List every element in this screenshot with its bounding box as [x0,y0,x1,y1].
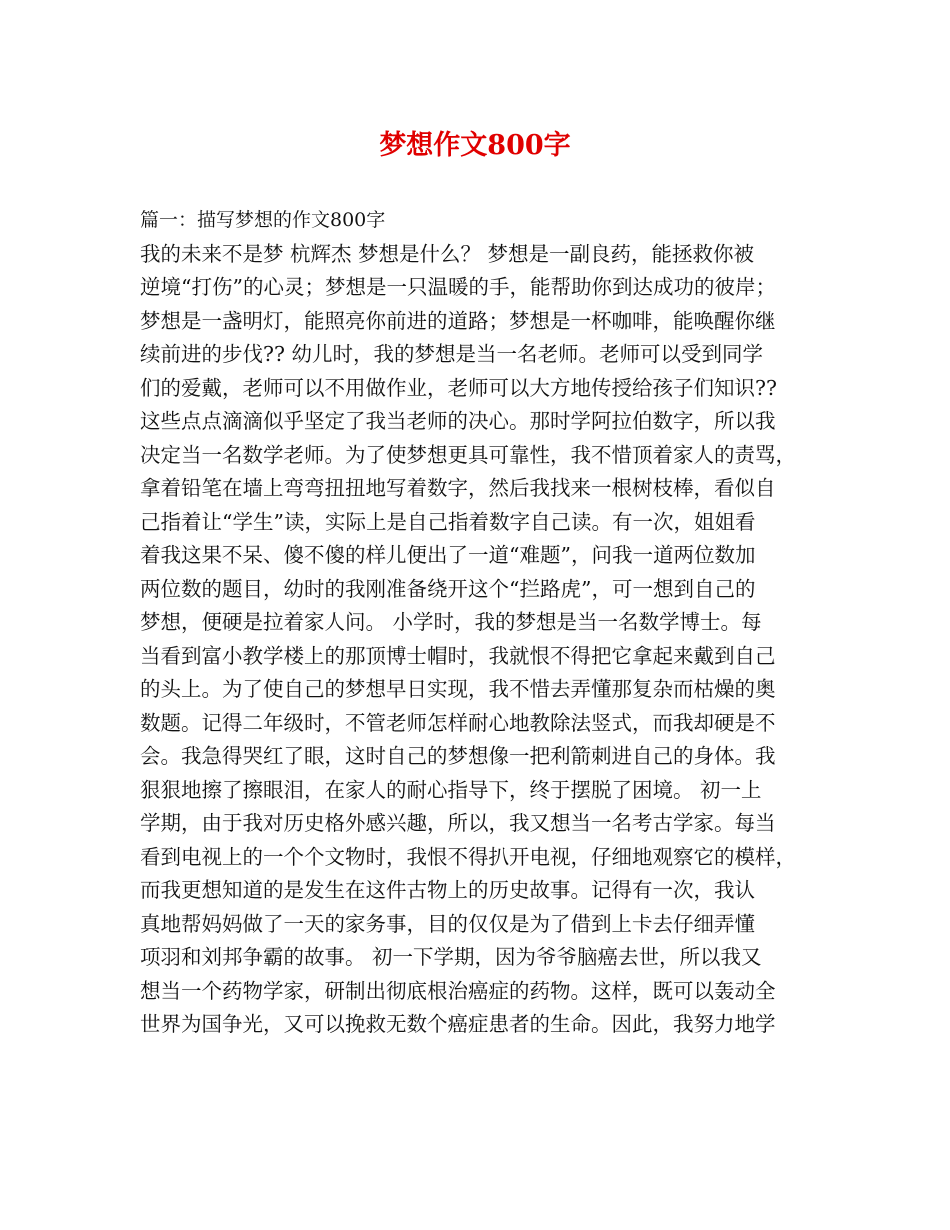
text-line: 会。我急得哭红了眼，这时自己的梦想像一把利箭刺进自己的身体。我 [140,744,776,768]
text-line: 着我这果不呆、傻不傻的样儿便出了一道“难题”，问我一道两位数加 [140,543,756,567]
text-line: 看到电视上的一个个文物时，我恨不得扒开电视，仔细地观察它的模样， [140,844,796,869]
text-line: 梦想，便硬是拉着家人问。 小学时，我的梦想是当一名数学博士。每 [140,610,762,634]
text-line: 我的未来不是梦 杭辉杰 梦想是什么？ 梦想是一副良药，能拯救你被 [140,241,755,266]
text-line: 真地帮妈妈做了一天的家务事，目的仅仅是为了借到上卡去仔细弄懂 [140,911,755,936]
text-line: 决定当一名数学老师。为了使梦想更具可靠性，我不惜顶着家人的责骂， [140,442,796,467]
text-line: 拿着铅笔在墙上弯弯扭扭地写着数字，然后我找来一根树枝棒，看似自 [140,476,776,500]
essay-body [140,204,820,1042]
text-line: 们的爱戴，老师可以不用做作业，老师可以大方地传授给孩子们知识?? [140,375,777,400]
text-line: 学期，由于我对历史格外感兴趣，所以，我又想当一名考古学家。每当 [140,811,776,835]
text-line: 逆境“打伤”的心灵；梦想是一只温暖的手，能帮助你到达成功的彼岸； [140,275,776,299]
text-line: 这些点点滴滴似乎坚定了我当老师的决心。那时学阿拉伯数字，所以我 [140,409,776,433]
text-line: 的头上。为了使自己的梦想早日实现，我不惜去弄懂那复杂而枯燥的奥 [140,677,776,701]
text-line: 项羽和刘邦争霸的故事。 初一下学期，因为爷爷脑癌去世，所以我又 [140,945,762,969]
text-line: 续前进的步伐?? 幼儿时，我的梦想是当一名老师。老师可以受到同学 [140,342,763,366]
text-line: 狠狠地擦了擦眼泪，在家人的耐心指导下，终于摆脱了困境。 初一上 [140,777,762,802]
text-line: 两位数的题目，幼时的我刚准备绕开这个“拦路虎”，可一想到自己的 [140,576,756,601]
text-line: 想当一个药物学家，研制出彻底根治癌症的药物。这样，既可以轰动全 [140,978,776,1003]
text-line: 世界为国争光，又可以挽救无数个癌症患者的生命。因此，我努力地学 [140,1012,776,1036]
section-heading: 篇一：描写梦想的作文800字 [140,209,386,231]
text-line: 当看到富小教学楼上的那顶博士帽时，我就恨不得把它拿起来戴到自己 [140,643,776,668]
text-line: 数题。记得二年级时，不管老师怎样耐心地教除法竖式，而我却硬是不 [140,710,776,735]
page-title: 梦想作文800字 [379,130,571,161]
text-line: 梦想是一盏明灯，能照亮你前进的道路；梦想是一杯咖啡，能唤醒你继 [140,308,776,333]
text-line: 而我更想知道的是发生在这件古物上的历史故事。记得有一次，我认 [140,878,755,902]
text-line: 己指着让“学生”读，实际上是自己指着数字自己读。有一次，姐姐看 [140,509,756,534]
